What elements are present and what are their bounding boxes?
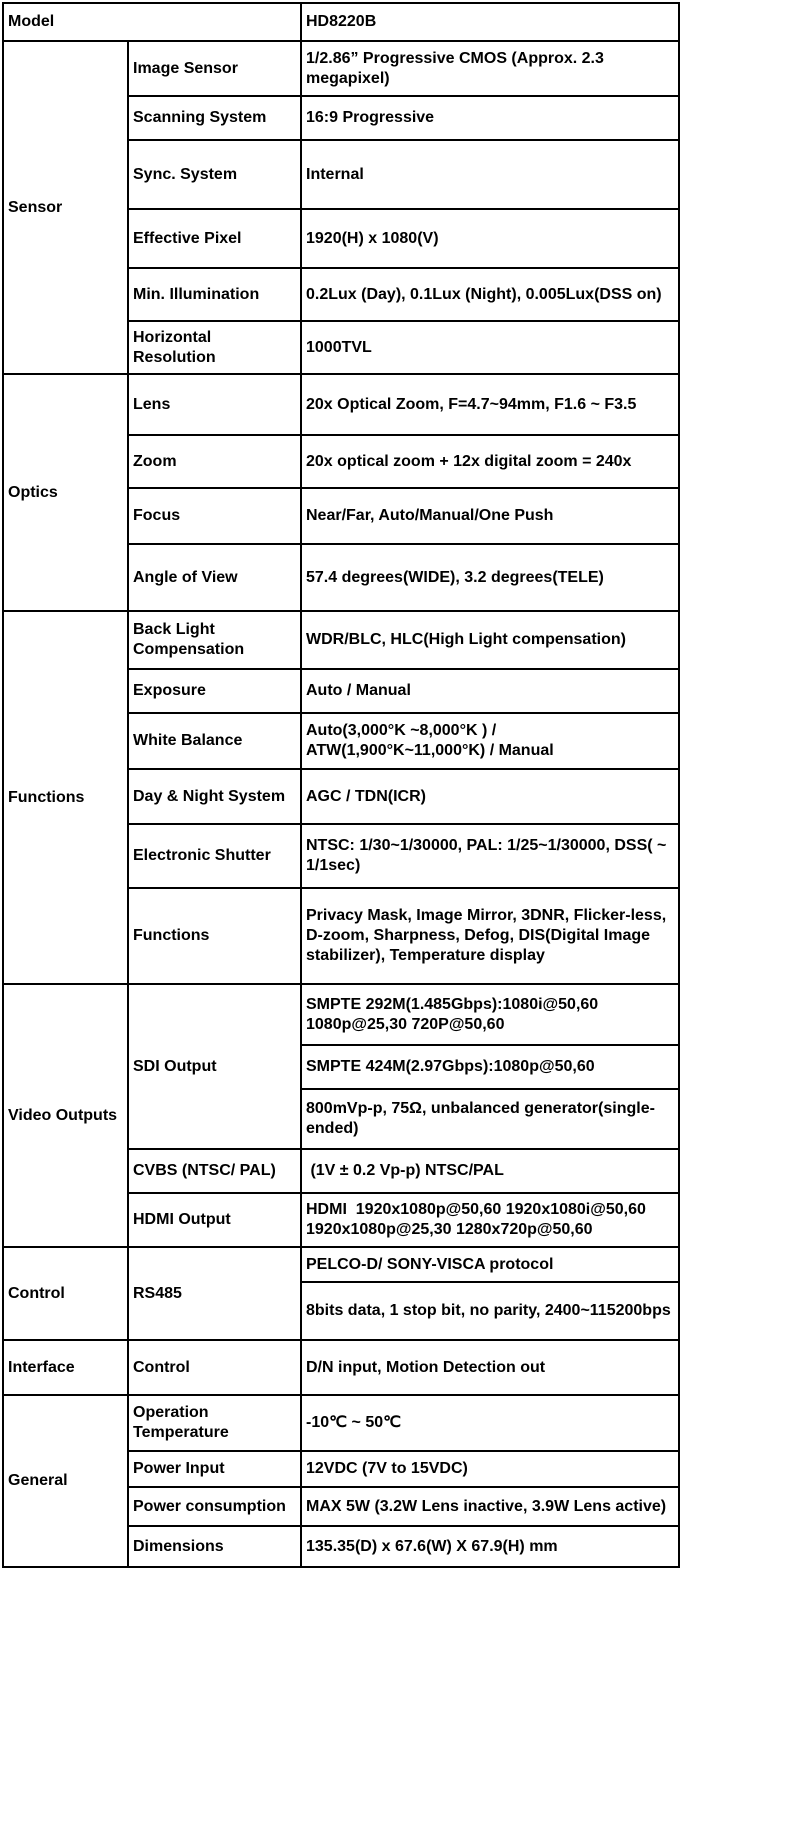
- group-functions: Functions: [3, 611, 128, 984]
- spec-value: Privacy Mask, Image Mirror, 3DNR, Flicker-less, D-zoom, Sharpness, Defog, DIS(Digital Image stabilizer), Temperature display: [301, 888, 679, 984]
- table-row: [3, 1247, 679, 1282]
- spec-label: Focus: [128, 488, 301, 544]
- spec-value: 12VDC (7V to 15VDC): [301, 1451, 679, 1487]
- spec-label: Power consumption: [128, 1487, 301, 1526]
- spec-value: Near/Far, Auto/Manual/One Push: [301, 488, 679, 544]
- group-sensor: Sensor: [3, 41, 128, 374]
- spec-value: Auto(3,000°K ~8,000°K ) / ATW(1,900°K~11,000°K) / Manual: [301, 713, 679, 769]
- spec-value: WDR/BLC, HLC(High Light compensation): [301, 611, 679, 669]
- spec-value: SMPTE 292M(1.485Gbps):1080i@50,60 1080p@25,30 720P@50,60: [301, 984, 679, 1045]
- spec-label: RS485: [128, 1247, 301, 1340]
- spec-label: SDI Output: [128, 984, 301, 1149]
- spec-value: -10℃ ~ 50℃: [301, 1395, 679, 1451]
- spec-value: AGC / TDN(ICR): [301, 769, 679, 824]
- table-row: [3, 41, 679, 96]
- spec-value: 20x Optical Zoom, F=4.7~94mm, F1.6 ~ F3.5: [301, 374, 679, 435]
- spec-label: Horizontal Resolution: [128, 321, 301, 374]
- table-row: [3, 3, 679, 41]
- table-row: [3, 1340, 679, 1395]
- spec-label: Min. Illumination: [128, 268, 301, 321]
- spec-label: Lens: [128, 374, 301, 435]
- spec-value: PELCO-D/ SONY-VISCA protocol: [301, 1247, 679, 1282]
- spec-label: Control: [128, 1340, 301, 1395]
- group-general: General: [3, 1395, 128, 1567]
- spec-label: White Balance: [128, 713, 301, 769]
- spec-value: 800mVp-p, 75Ω, unbalanced generator(single-ended): [301, 1089, 679, 1149]
- spec-label: HDMI Output: [128, 1193, 301, 1247]
- spec-label: Scanning System: [128, 96, 301, 140]
- table-row: [3, 611, 679, 669]
- spec-value: HDMI 1920x1080p@50,60 1920x1080i@50,60 1920x1080p@25,30 1280x720p@50,60: [301, 1193, 679, 1247]
- spec-value: Auto / Manual: [301, 669, 679, 713]
- spec-value: 1/2.86” Progressive CMOS (Approx. 2.3 megapixel): [301, 41, 679, 96]
- spec-value: 0.2Lux (Day), 0.1Lux (Night), 0.005Lux(DSS on): [301, 268, 679, 321]
- table-row: [3, 984, 679, 1045]
- spec-value: (1V ± 0.2 Vp-p) NTSC/PAL: [301, 1149, 679, 1193]
- spec-label: Angle of View: [128, 544, 301, 611]
- spec-table: [2, 2, 680, 1568]
- spec-value: SMPTE 424M(2.97Gbps):1080p@50,60: [301, 1045, 679, 1089]
- spec-value: 1920(H) x 1080(V): [301, 209, 679, 268]
- group-control: Control: [3, 1247, 128, 1340]
- group-interface: Interface: [3, 1340, 128, 1395]
- spec-value: 8bits data, 1 stop bit, no parity, 2400~115200bps: [301, 1282, 679, 1340]
- table-row: [3, 1395, 679, 1451]
- spec-label: Electronic Shutter: [128, 824, 301, 888]
- table-row: [3, 374, 679, 435]
- model-label: Model: [3, 3, 301, 41]
- spec-label: Image Sensor: [128, 41, 301, 96]
- spec-value: D/N input, Motion Detection out: [301, 1340, 679, 1395]
- spec-label: CVBS (NTSC/ PAL): [128, 1149, 301, 1193]
- spec-label: Power Input: [128, 1451, 301, 1487]
- spec-label: Functions: [128, 888, 301, 984]
- spec-value: Internal: [301, 140, 679, 209]
- spec-value: 1000TVL: [301, 321, 679, 374]
- spec-value: 16:9 Progressive: [301, 96, 679, 140]
- spec-label: Operation Temperature: [128, 1395, 301, 1451]
- spec-label: Day & Night System: [128, 769, 301, 824]
- spec-value: 135.35(D) x 67.6(W) X 67.9(H) mm: [301, 1526, 679, 1567]
- group-optics: Optics: [3, 374, 128, 611]
- spec-label: Back Light Compensation: [128, 611, 301, 669]
- spec-value: 20x optical zoom + 12x digital zoom = 240x: [301, 435, 679, 488]
- model-value: HD8220B: [301, 3, 679, 41]
- group-video-outputs: Video Outputs: [3, 984, 128, 1247]
- spec-label: Sync. System: [128, 140, 301, 209]
- spec-label: Zoom: [128, 435, 301, 488]
- spec-value: NTSC: 1/30~1/30000, PAL: 1/25~1/30000, DSS( ~ 1/1sec): [301, 824, 679, 888]
- spec-label: Effective Pixel: [128, 209, 301, 268]
- spec-value: 57.4 degrees(WIDE), 3.2 degrees(TELE): [301, 544, 679, 611]
- spec-label: Exposure: [128, 669, 301, 713]
- spec-value: MAX 5W (3.2W Lens inactive, 3.9W Lens active): [301, 1487, 679, 1526]
- spec-label: Dimensions: [128, 1526, 301, 1567]
